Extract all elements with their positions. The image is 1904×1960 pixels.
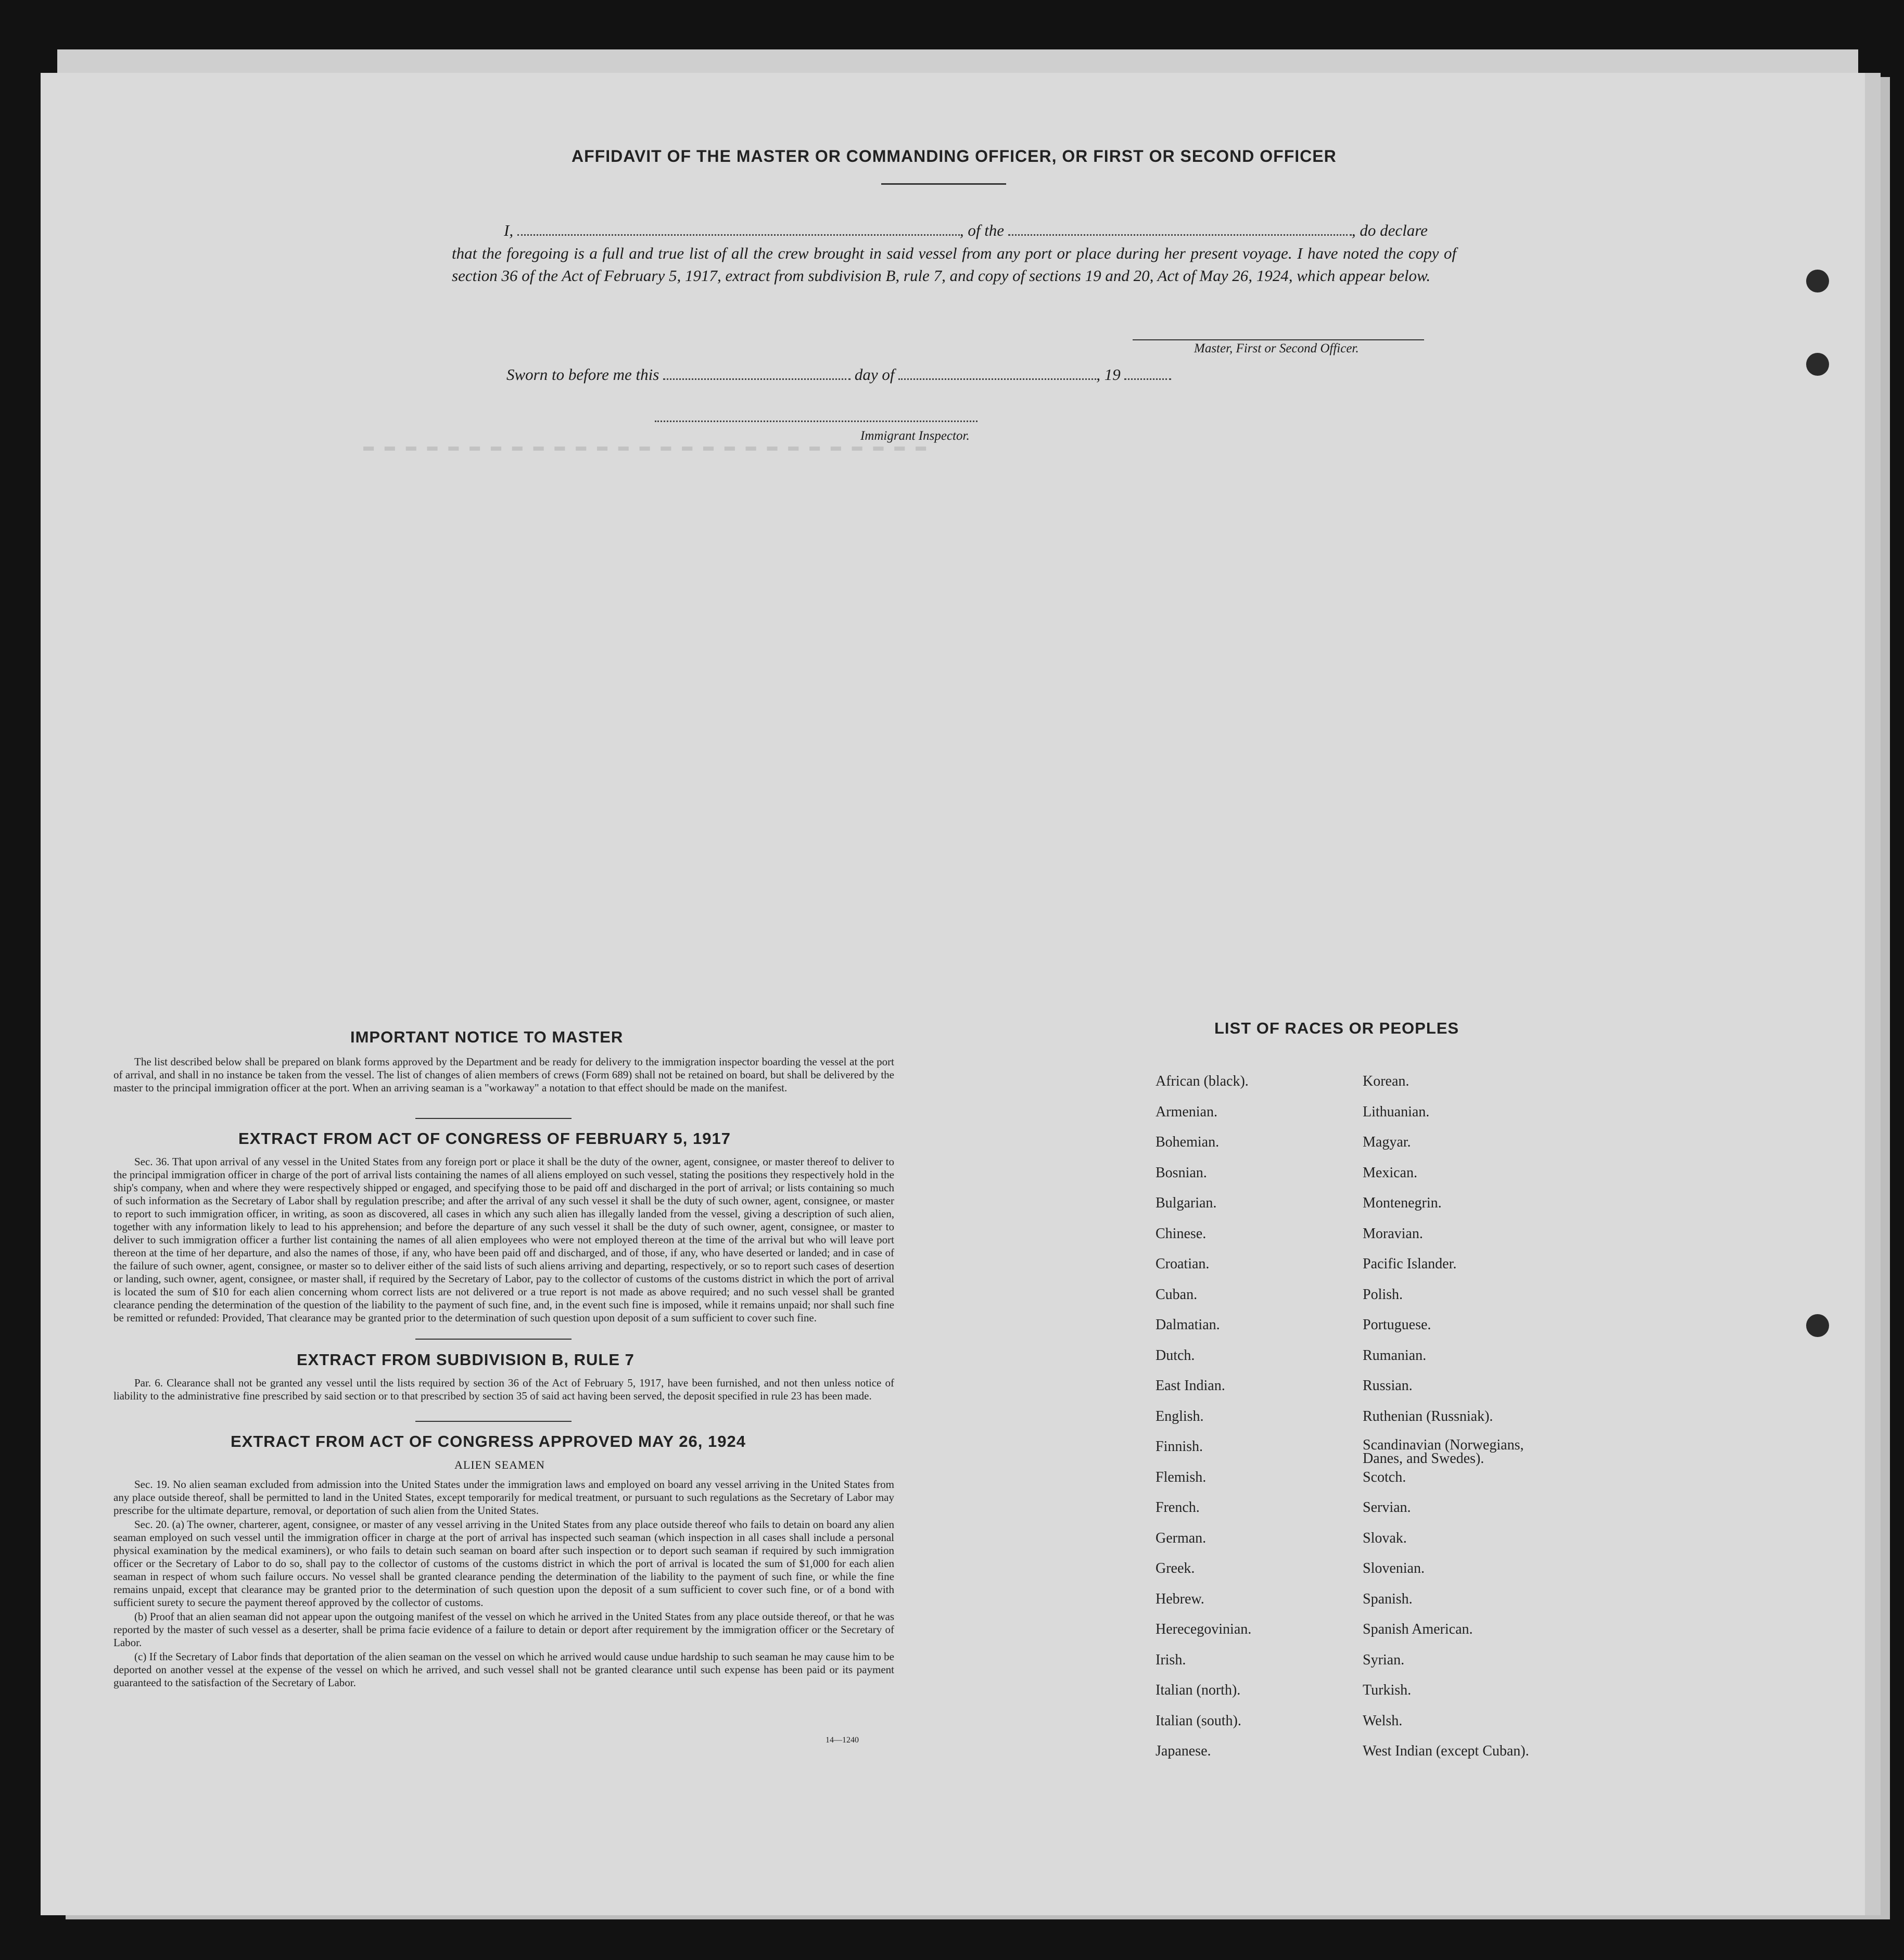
- section-36-paragraph: Sec. 36. That upon arrival of any vessel in the United States from any foreign port or place it shall be the duty of the owner, agent, consignee, or master thereof to deliver to the principal immigration officer in charge of the port of arrival lists containing the names of all aliens employed on such vessel, stating the positions they respectively hold in the ship's company, when and where they were respectively shipped or engaged, and specifying those to be paid off and discharged in the port of arrival; or lists containing so much of such information as the Secretary of Labor shall by regulation prescribe; and after the arrival of any such vessel it shall be the duty of such owner, agent, consignee, or master to report to such immigration officer, in writing, as soon as discovered, all cases in which any such alien has illegally landed from the vessel, giving a description of such alien, together with any information likely to lead to his apprehension; and before the departure of any such vessel it shall be the duty of such owner, agent, consignee, or master to deliver to such immigration officer a further list containing the names of all alien employees who were not employed thereon at the time of the arrival but who will leave port thereon at the time of her departure, and also the names of those, if any, who have been paid off and discharged, and of those, if any, who have deserted or landed; and in case of the failure of such owner, agent, consignee, or master so to deliver either of the said lists of such aliens arriving and departing, respectively, or so to report such cases of desertion or landing, such owner, agent, consignee, or master shall, if required by the Secretary of Labor, pay to the collector of customs of the customs district in which the port of arrival is located the sum of $10 for each alien concerning whom correct lists are not delivered or a true report is not made as above required; and no such vessel shall be granted clearance pending the determination of the question of the liability to the payment of such fine, and, in the event such fine is imposed, while it remains unpaid; nor shall such fine be remitted or refunded: Provided, That clearance may be granted prior to the determination of such question upon deposit of a sum sufficient to cover such fine.: [113, 1155, 894, 1324]
- race-item-left: Bosnian.: [1156, 1165, 1207, 1181]
- race-item-left: Irish.: [1156, 1652, 1186, 1668]
- punch-hole: [1806, 353, 1829, 376]
- race-item-right: Welsh.: [1363, 1713, 1403, 1729]
- name-field[interactable]: [517, 234, 960, 236]
- year-prefix: , 19: [1096, 365, 1121, 384]
- section-20a-paragraph: Sec. 20. (a) The owner, charterer, agent, consignee, or master of any vessel arriving in the United States from any place outside thereof who fails to detain on board any alien seaman employed on such vessel until the immigration officer in charge at the port of arrival has inspected such seaman (which inspection in all cases shall include a personal physical examination by the medical examiners), or who fails to detain such seaman on board after such inspection or to deport such seaman if required by such immigration officer or the Secretary of Labor to do so, shall pay to the collector of customs of the customs district in which the port of arrival is located the sum of $1,000 for each alien seaman in respect of whom such failure occurs. No vessel shall be granted clearance pending the determination of the liability to the payment of such fine, or while the fine remains unpaid, except that clearance may be granted prior to the determination of such question upon the deposit of a sum sufficient to cover such fine, or of a bond with sufficient surety to secure the payment thereof approved by the collector of customs.: [113, 1518, 894, 1609]
- race-item-left: Chinese.: [1156, 1226, 1207, 1242]
- race-item-left: Italian (north).: [1156, 1682, 1241, 1698]
- inspector-signature-line[interactable]: [655, 421, 978, 422]
- race-item-left: African (black).: [1156, 1073, 1249, 1089]
- sworn-line: [506, 365, 1171, 384]
- race-item-left: Croatian.: [1156, 1256, 1210, 1272]
- race-item-left: Cuban.: [1156, 1287, 1198, 1303]
- race-item-left: Hebrew.: [1156, 1591, 1204, 1607]
- race-item-left: Japanese.: [1156, 1743, 1211, 1759]
- race-item-left: German.: [1156, 1530, 1207, 1546]
- race-item-left: Armenian.: [1156, 1104, 1217, 1120]
- race-item-right: Rumanian.: [1363, 1347, 1427, 1364]
- vessel-field[interactable]: [1008, 234, 1352, 236]
- race-item-right: West Indian (except Cuban).: [1363, 1743, 1529, 1759]
- act1917-body: [113, 1155, 894, 1326]
- rule7-title: EXTRACT FROM SUBDIVISION B, RULE 7: [297, 1351, 634, 1369]
- sworn-prefix: Sworn to before me this: [506, 365, 659, 384]
- race-item-right: Montenegrin.: [1363, 1195, 1442, 1211]
- punch-hole: [1806, 1314, 1829, 1337]
- race-item-left: Herecegovinian.: [1156, 1621, 1252, 1637]
- inspector-label: Immigrant Inspector.: [860, 429, 970, 443]
- race-item-right: Magyar.: [1363, 1134, 1411, 1150]
- act1917-title: EXTRACT FROM ACT OF CONGRESS OF FEBRUARY 5, 1917: [238, 1129, 731, 1148]
- race-item-left: East Indian.: [1156, 1378, 1225, 1394]
- race-item-left: English.: [1156, 1408, 1204, 1424]
- notice-paragraph: The list described below shall be prepared on blank forms approved by the Department and be ready for delivery to the immigration inspector boarding the vessel at the port of arrival, and shall in no instance be taken from the vessel. The list of changes of alien members of crews (Form 689) shall not be retained on board, but shall be delivered by the master to the principal immigration officer at the port. When an arriving seaman is a "workaway" a notation to that effect should be made on the manifest.: [113, 1055, 894, 1094]
- race-item-right: Slovak.: [1363, 1530, 1407, 1546]
- rule7-body: [113, 1377, 894, 1404]
- race-item-left: Finnish.: [1156, 1439, 1203, 1455]
- race-item-left: Flemish.: [1156, 1469, 1207, 1485]
- sworn-day-field[interactable]: [663, 378, 851, 380]
- form-number: 14—1240: [826, 1736, 859, 1745]
- race-item-right: Korean.: [1363, 1073, 1410, 1089]
- race-item-right: Polish.: [1363, 1287, 1403, 1303]
- notice-rule: [415, 1118, 572, 1119]
- alien-seamen-subtitle: ALIEN SEAMEN: [454, 1458, 545, 1471]
- act1924-body: [113, 1478, 894, 1690]
- race-item-right: Turkish.: [1363, 1682, 1412, 1698]
- punch-hole: [1806, 270, 1829, 292]
- par-6-paragraph: Par. 6. Clearance shall not be granted any vessel until the lists required by section 36 of the Act of February 5, 1917, have been furnished, and not then unless notice of liability to the administrative fine prescribed by said section or to that prescribed by section 35 of said act having been served, the deposit specified in rule 23 has been made.: [113, 1377, 894, 1402]
- title-rule: [881, 183, 1006, 185]
- sworn-year-field[interactable]: [1124, 378, 1171, 380]
- day-of-label: day of: [854, 365, 895, 384]
- affidavit-body: that the foregoing is a full and true list of all the crew brought in said vessel from any port or place during her present voyage. I have noted the copy of section 36 of the Act of February 5, 1917, extract from subdivision B, rule 7, and copy of sections 19 and 20, Act of May 26, 1924, which appear below.: [452, 244, 1456, 285]
- notice-title: IMPORTANT NOTICE TO MASTER: [350, 1028, 624, 1046]
- races-title: LIST OF RACES OR PEOPLES: [1214, 1019, 1459, 1037]
- race-item-right: Lithuanian.: [1363, 1104, 1430, 1120]
- race-item-right: Scotch.: [1363, 1469, 1406, 1485]
- sworn-month-field[interactable]: [898, 378, 1096, 380]
- race-item-left: Bulgarian.: [1156, 1195, 1217, 1211]
- race-item-left: Bohemian.: [1156, 1134, 1220, 1150]
- notice-body: [113, 1055, 894, 1096]
- race-item-left: French.: [1156, 1499, 1200, 1516]
- bleed-through: ▬ ▬ ▬ ▬ ▬ ▬ ▬ ▬ ▬ ▬ ▬ ▬ ▬ ▬ ▬ ▬ ▬ ▬ ▬ ▬ ▬ ▬ ▬ ▬ ▬ ▬ ▬: [363, 437, 926, 457]
- do-declare-label: , do declare: [1351, 221, 1428, 239]
- race-item-right: Russian.: [1363, 1378, 1413, 1394]
- document-page: [41, 73, 1865, 1915]
- race-item-right: Ruthenian (Russniak).: [1363, 1408, 1493, 1424]
- affidavit-title: AFFIDAVIT OF THE MASTER OR COMMANDING OFFICER, OR FIRST OR SECOND OFFICER: [572, 147, 1337, 166]
- race-item-right: Moravian.: [1363, 1226, 1423, 1242]
- race-item-right: Spanish.: [1363, 1591, 1413, 1607]
- declaration-line: [504, 221, 1493, 240]
- race-item-right: Portuguese.: [1363, 1317, 1431, 1333]
- master-signature-line[interactable]: [1133, 339, 1424, 340]
- race-item-left: Greek.: [1156, 1560, 1195, 1576]
- race-item-left: Dalmatian.: [1156, 1317, 1220, 1333]
- race-item-left: Dutch.: [1156, 1347, 1195, 1364]
- master-signature-label: Master, First or Second Officer.: [1194, 341, 1359, 355]
- race-item-right: Slovenian.: [1363, 1560, 1425, 1576]
- act1917-rule: [415, 1339, 572, 1340]
- race-item-right: Servian.: [1363, 1499, 1411, 1516]
- section-20c-paragraph: (c) If the Secretary of Labor finds that deportation of the alien seaman on the vessel on which he arrived would cause undue hardship to such seaman he may cause him to be deported on another vessel at the expense of the vessel on which he arrived, and such vessel shall not be granted clearance until such expense has been paid or its payment guaranteed to the satisfaction of the Secretary of Labor.: [113, 1650, 894, 1689]
- race-item-right: Syrian.: [1363, 1652, 1405, 1668]
- race-item-right: Mexican.: [1363, 1165, 1417, 1181]
- race-item-right: Spanish American.: [1363, 1621, 1473, 1637]
- race-item-left: Italian (south).: [1156, 1713, 1241, 1729]
- section-19-paragraph: Sec. 19. No alien seaman excluded from admission into the United States under the immigration laws and employed on board any vessel arriving in the United States from any place outside thereof, shall be permitted to land in the United States, except temporarily for medical treatment, or pursuant to such regulations as the Secretary of Labor may prescribe for the ultimate departure, removal, or deportation of such alien from the United States.: [113, 1478, 894, 1517]
- rule7-rule: [415, 1421, 572, 1422]
- act1924-title: EXTRACT FROM ACT OF CONGRESS APPROVED MAY 26, 1924: [231, 1432, 746, 1450]
- i-prefix: I,: [504, 221, 514, 239]
- race-item-right: Scandinavian (Norwegians, Danes, and Swedes).: [1363, 1437, 1524, 1467]
- of-the-label: , of the: [959, 221, 1005, 239]
- section-20b-paragraph: (b) Proof that an alien seaman did not appear upon the outgoing manifest of the vessel on which he arrived in the United States from any place outside thereof, or that he was reported by the master of such vessel as a deserter, shall be prima facie evidence of a failure to detain or deport after requirement by the immigration officer or the Secretary of Labor.: [113, 1610, 894, 1649]
- race-item-right: Pacific Islander.: [1363, 1256, 1457, 1272]
